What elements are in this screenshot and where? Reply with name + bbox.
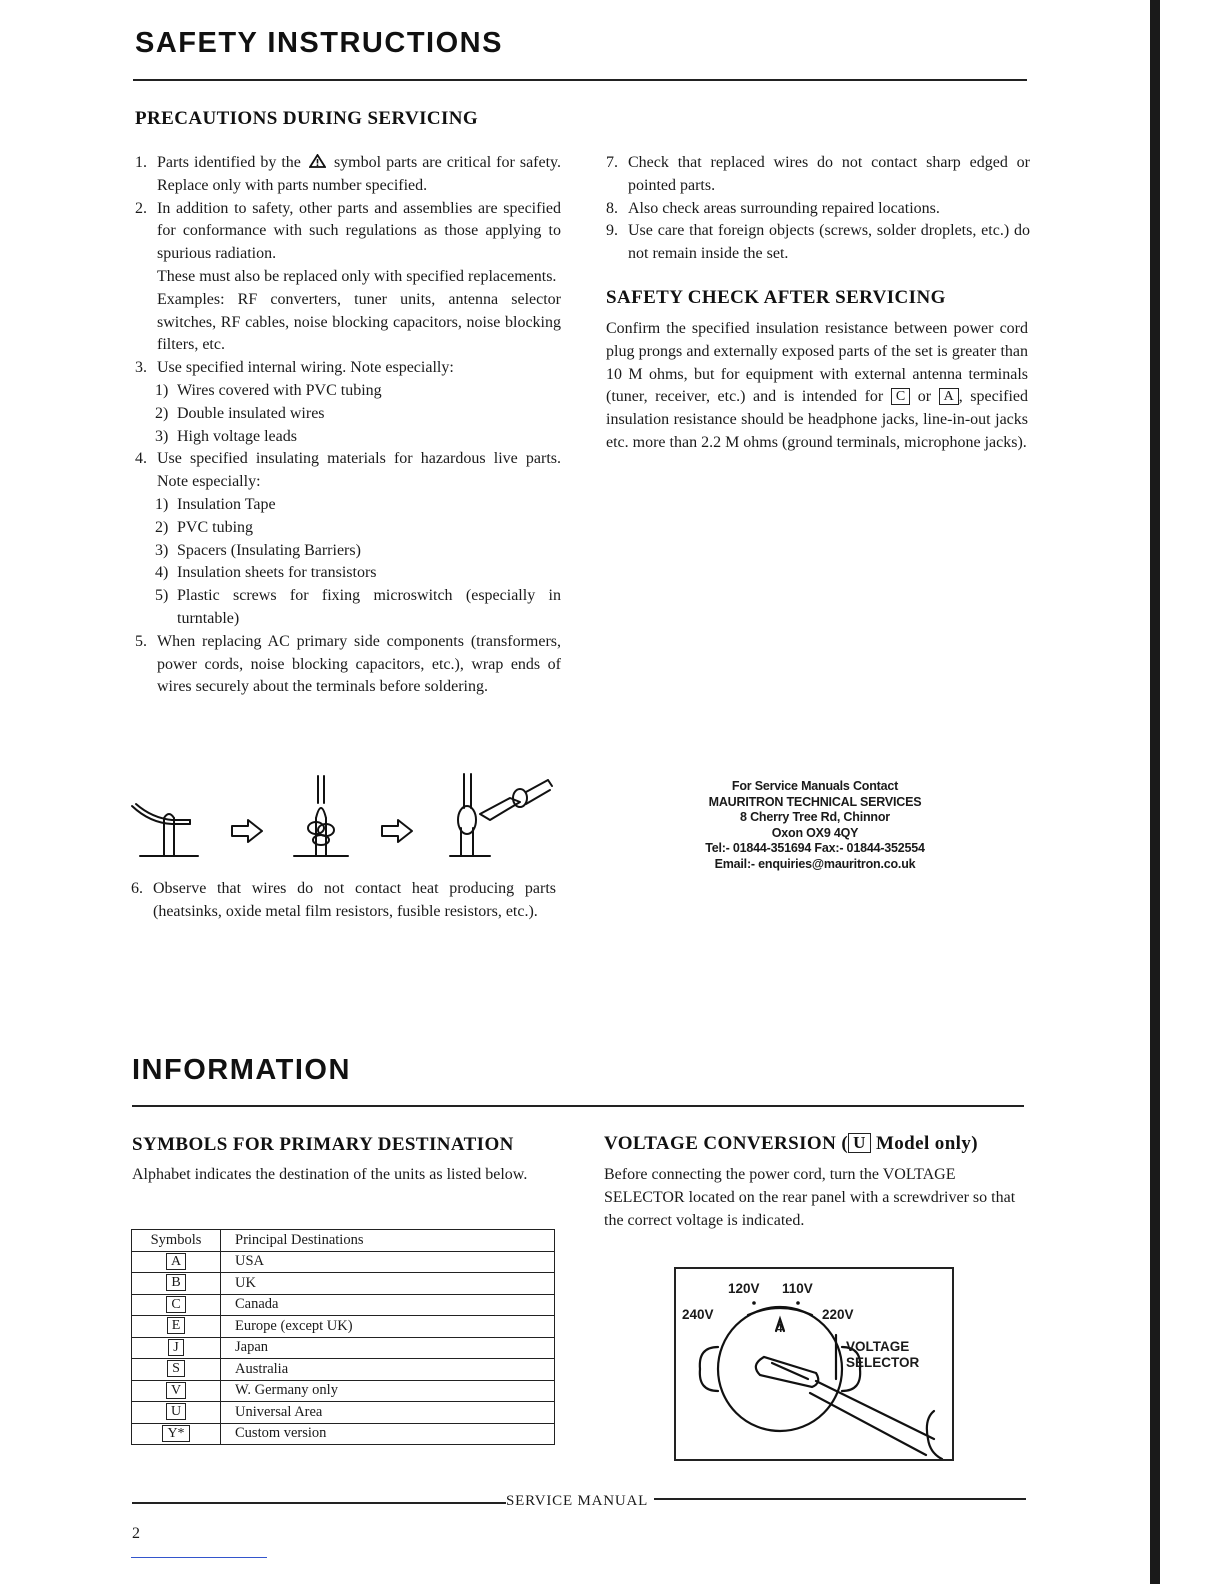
label-voltage-selector: VOLTAGE SELECTOR [846, 1339, 920, 1370]
precautions-left-column [135, 152, 561, 699]
table-header-symbols: Symbols [132, 1230, 221, 1252]
voltage-selector-illustration [674, 1267, 954, 1461]
table-row: V W. Germany only [132, 1380, 555, 1402]
symbol-badge: C [166, 1296, 185, 1313]
destination-table [131, 1229, 555, 1445]
footer-rule-right [654, 1498, 1026, 1500]
precautions-right-column [606, 152, 1030, 266]
precaution-item-3-sub-3: 3) High voltage leads [155, 427, 297, 445]
voltage-text: Before connecting the power cord, turn the VOLTAGE SELECTOR located on the rear panel with a screwdriver so that the correct voltage is indicated. [604, 1166, 1016, 1229]
symbols-intro: Alphabet indicates the destination of the units as listed below. [132, 1166, 528, 1183]
precaution-item-2: 2. In addition to safety, other parts and assemblies are specified for conformance with such regulations as those applying to spurious radiation. These must also be replaced only with specified replacements. Examples: RF converters, tuner units, antenna selector switches, RF cables, noise blocking capacitors, noise blocking filters, etc. [135, 199, 561, 354]
wire-wrapping-illustration [128, 768, 568, 863]
safety-title: SAFETY INSTRUCTIONS [135, 27, 503, 59]
label-220v: 220V [822, 1307, 854, 1322]
symbol-badge: Y* [162, 1425, 189, 1442]
precaution-item-4-sub-5: 5) Plastic screws for fixing microswitch (especially in turntable) [155, 587, 561, 627]
safety-title-rule [133, 79, 1027, 81]
footer-rule-left [132, 1502, 506, 1504]
symbol-box-a: A [939, 388, 959, 405]
precaution-item-4-sub-2: 2) PVC tubing [155, 518, 254, 536]
label-110v: 110V [782, 1281, 813, 1296]
precaution-item-3-sub-2: 2) Double insulated wires [155, 404, 325, 422]
information-title: INFORMATION [132, 1054, 351, 1086]
precautions-heading: PRECAUTIONS DURING SERVICING [135, 108, 479, 129]
table-header-destinations: Principal Destinations [221, 1230, 555, 1252]
warning-triangle-icon [309, 154, 326, 168]
table-row: U Universal Area [132, 1402, 555, 1424]
symbol-badge: S [167, 1360, 185, 1377]
precaution-item-3-sub-1: 1) Wires covered with PVC tubing [155, 381, 382, 399]
voltage-heading: VOLTAGE CONVERSION ( U Model only) [604, 1133, 978, 1154]
symbol-box-u: U [848, 1133, 871, 1153]
table-row: S Australia [132, 1359, 555, 1381]
table-row: C Canada [132, 1294, 555, 1316]
precaution-item-4-sub-3: 3) Spacers (Insulating Barriers) [155, 541, 361, 559]
information-title-rule [132, 1105, 1024, 1107]
symbol-box-c: C [891, 388, 910, 405]
precaution-item-4: 4. Use specified insulating materials for hazardous live parts. Note especially: [135, 450, 561, 491]
service-contact-block: For Service Manuals Contact MAURITRON TECHNICAL SERVICES 8 Cherry Tree Rd, Chinnor Oxon OX9 4QY Tel:- 01844-351694 Fax:- 01844-352554 Email:- enquiries@mauritron.co.uk [705, 779, 925, 871]
precaution-item-7: 7. Check that replaced wires do not contact sharp edged or pointed parts. [606, 154, 1030, 194]
precaution-item-5: 5. When replacing AC primary side components (transformers, power cords, noise blocking capacitors, etc.), wrap ends of wires securely about the terminals before soldering. [135, 632, 561, 696]
table-row: B UK [132, 1273, 555, 1295]
precaution-item-3: 3. Use specified internal wiring. Note especially: [135, 359, 454, 377]
page-number: 2 [132, 1525, 140, 1542]
bottom-blue-line [131, 1557, 267, 1558]
symbol-badge: V [166, 1382, 186, 1399]
precaution-item-8: 8. Also check areas surrounding repaired locations. [606, 199, 940, 217]
symbol-badge: J [168, 1339, 183, 1356]
symbols-heading: SYMBOLS FOR PRIMARY DESTINATION [132, 1134, 514, 1155]
table-row: Y* Custom version [132, 1423, 555, 1445]
precaution-item-4-sub-4: 4) Insulation sheets for transistors [155, 564, 377, 582]
table-row: J Japan [132, 1337, 555, 1359]
scan-edge-band [1150, 0, 1160, 1584]
safety-check-heading: SAFETY CHECK AFTER SERVICING [606, 287, 946, 308]
precaution-item-4-sub-1: 1) Insulation Tape [155, 495, 276, 513]
precaution-item-9: 9. Use care that foreign objects (screws, solder droplets, etc.) do not remain inside the set. [606, 222, 1030, 263]
symbol-badge: A [166, 1253, 186, 1270]
table-header-row [132, 1230, 555, 1252]
precaution-item-1: 1. Parts identified by the symbol parts are critical for safety. Replace only with parts number specified. [135, 154, 561, 194]
precaution-item-6: 6. Observe that wires do not contact heat producing parts (heatsinks, oxide metal film resistors, fusible resistors, etc.). [131, 880, 556, 920]
label-240v: 240V [682, 1307, 714, 1322]
precautions-item-6-block [131, 878, 556, 924]
symbol-badge: B [166, 1274, 185, 1291]
label-arrow-number: 4 [776, 1321, 783, 1335]
label-120v: 120V [728, 1281, 760, 1296]
symbol-badge: U [166, 1403, 186, 1420]
safety-check-text: Confirm the specified insulation resistance between power cord plug prongs and externally exposed parts of the set is greater than 10 M ohms, but for equipment with external antenna terminals (tuner, receiver, etc.) and is intended for C or A , specified insulation resistance should be headphone jacks, line-in-out jacks etc. more than 2.2 M ohms (ground terminals, microphone jacks). [606, 320, 1029, 451]
table-row: A USA [132, 1251, 555, 1273]
table-row: E Europe (except UK) [132, 1316, 555, 1338]
footer-label: SERVICE MANUAL [506, 1493, 649, 1509]
symbol-badge: E [167, 1317, 186, 1334]
